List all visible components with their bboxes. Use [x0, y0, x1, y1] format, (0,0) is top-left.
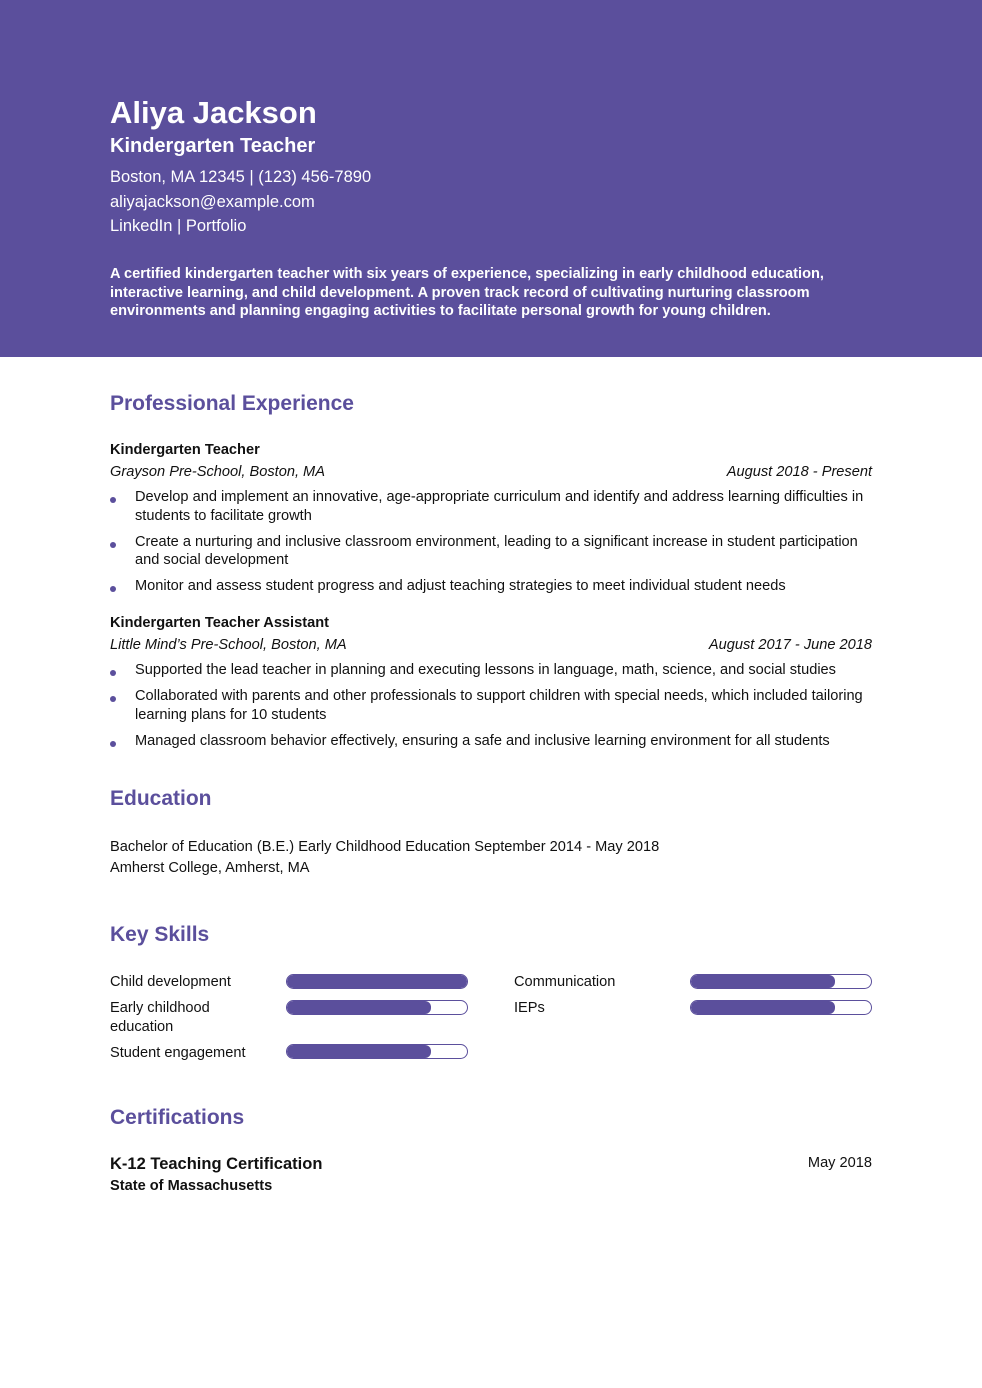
- bullet-text: Managed classroom behavior effectively, ensuring a safe and inclusive learning environment for all students: [135, 732, 830, 749]
- education-degree: Bachelor of Education (B.E.) Early Childhood Education September 2014 - May 2018: [110, 839, 660, 855]
- job-entry: [110, 441, 872, 603]
- bullet-text: Supported the lead teacher in planning and executing lessons in language, math, science, and social studies: [135, 662, 836, 678]
- skill-bar: [690, 1000, 872, 1015]
- bullet-icon: [110, 670, 116, 676]
- bullet-text: Collaborated with parents and other professionals to support children with special needs, which included tailoring learning plans for 10 students: [135, 688, 863, 723]
- job-bullet-list: [110, 661, 872, 750]
- bullet-icon: [110, 696, 116, 702]
- bullet-text: Develop and implement an innovative, age-appropriate curriculum and identify and address learning difficulties in students to facilitate growth: [135, 489, 864, 524]
- certification-name: K-12 Teaching Certification: [110, 1155, 323, 1173]
- skill-bar-fill: [691, 1001, 835, 1014]
- job-dates: August 2017 - June 2018: [708, 637, 872, 653]
- bullet-icon: [110, 586, 116, 592]
- contact-links[interactable]: LinkedIn | Portfolio: [110, 217, 247, 235]
- candidate-title: Kindergarten Teacher: [110, 135, 316, 157]
- list-item: [110, 533, 872, 570]
- job-title: Kindergarten Teacher Assistant: [110, 615, 329, 631]
- job-company: Grayson Pre-School, Boston, MA: [110, 464, 325, 480]
- job-company: Little Mind’s Pre-School, Boston, MA: [110, 637, 347, 653]
- bullet-icon: [110, 741, 116, 747]
- skill-bar-fill: [287, 975, 467, 988]
- certification-date: May 2018: [807, 1155, 872, 1171]
- job-bullet-list: [110, 488, 872, 596]
- resume-header: [0, 0, 982, 357]
- bullet-icon: [110, 542, 116, 548]
- skill-bar-fill: [287, 1045, 431, 1058]
- skill-label: Early childhood education: [110, 1000, 210, 1035]
- list-item: [110, 661, 872, 680]
- contact-address-phone: Boston, MA 12345 | (123) 456-7890: [110, 168, 372, 186]
- list-item: [110, 577, 872, 596]
- education-school: Amherst College, Amherst, MA: [110, 860, 310, 876]
- skill-bar-fill: [287, 1001, 431, 1014]
- job-dates: August 2018 - Present: [726, 464, 872, 480]
- job-title: Kindergarten Teacher: [110, 442, 260, 458]
- bullet-text: Create a nurturing and inclusive classroom environment, leading to a significant increase in student participation and social development: [135, 533, 858, 568]
- skill-bar: [286, 1000, 468, 1015]
- bullet-text: Monitor and assess student progress and adjust teaching strategies to meet individual student needs: [135, 578, 786, 594]
- skill-bar-fill: [691, 975, 835, 988]
- summary-text: A certified kindergarten teacher with six years of experience, specializing in early childhood education, interactive learning, and child development. A proven track record of cultivating nurturing classroom environments and planning engaging activities to facilitate personal growth for young children.: [110, 266, 824, 320]
- skill-bar: [286, 1044, 468, 1059]
- skills-heading: Key Skills: [110, 923, 210, 946]
- skill-label: Communication: [514, 974, 616, 990]
- skill-label: IEPs: [514, 1000, 545, 1016]
- list-item: [110, 687, 872, 724]
- certifications-heading: Certifications: [110, 1106, 245, 1129]
- skill-bar: [286, 974, 468, 989]
- skill-bar: [690, 974, 872, 989]
- contact-email[interactable]: aliyajackson@example.com: [110, 193, 315, 211]
- skill-label: Student engagement: [110, 1045, 246, 1061]
- experience-heading: Professional Experience: [110, 392, 354, 415]
- certification-issuer: State of Massachusetts: [110, 1178, 273, 1194]
- job-entry: [110, 614, 872, 758]
- skill-label: Child development: [110, 974, 231, 990]
- education-heading: Education: [110, 787, 212, 810]
- candidate-name: Aliya Jackson: [110, 95, 317, 130]
- bullet-icon: [110, 497, 116, 503]
- list-item: [110, 488, 872, 525]
- list-item: [110, 732, 872, 751]
